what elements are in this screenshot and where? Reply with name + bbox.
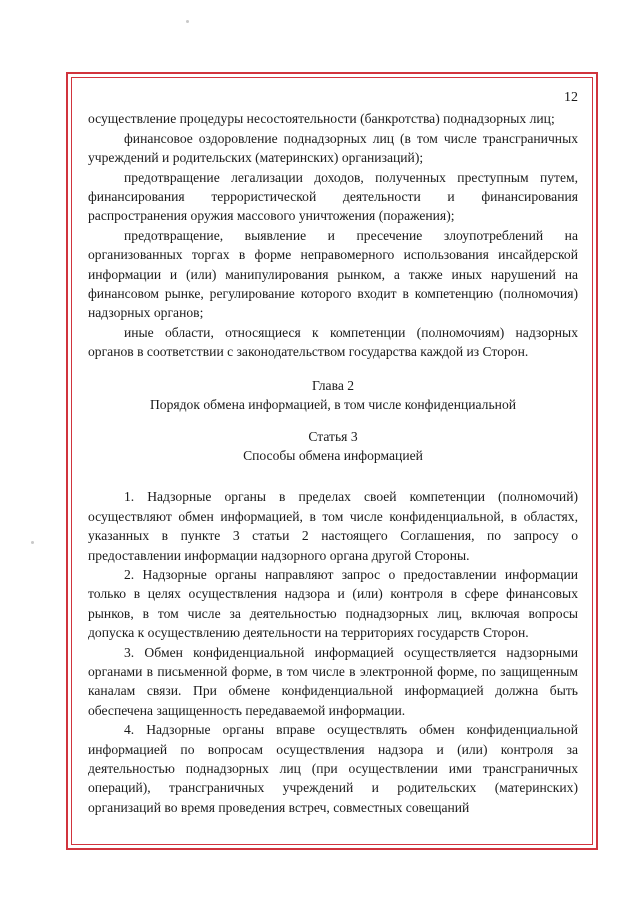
document-body (88, 88, 578, 817)
article-title: Способы обмена информацией (243, 447, 423, 463)
scan-speck (31, 541, 34, 544)
chapter-number: Глава 2 (311, 377, 355, 393)
paragraph: осуществление процедуры несостоятельности (банкротства) поднадзорных лиц; (88, 111, 555, 127)
scan-speck (186, 20, 189, 23)
paragraph: иные области, относящиеся к компетенции (полномочиям) надзорных органов в соответствии с законодательством государства каждой из Сторон. (88, 324, 578, 360)
paragraph: 4. Надзорные органы вправе осуществлять обмен конфиденциальной информацией по вопросам осуществления надзора и (или) контроля за деятельностью поднадзорных лиц (при осуществлении ими трансграничных операций), трансграничных учреждений и родительских (материнских) организаций во время проведения встреч, совместных совещаний (88, 722, 578, 815)
page-number: 12 (564, 90, 578, 105)
paragraph: предотвращение легализации доходов, полученных преступным путем, финансирования террористической деятельности и финансирования распространения оружия массового уничтожения (поражения); (88, 169, 578, 224)
paragraph: 1. Надзорные органы в пределах своей компетенции (полномочий) осуществляют обмен информацией, в том числе конфиденциальной, в областях, указанных в пункте 3 статьи 2 настоящего Соглашения, по запросу о предоставлении информации надзорного органа другой Стороны. (88, 489, 578, 563)
chapter-title: Порядок обмена информацией, в том числе конфиденциальной (149, 397, 517, 413)
article-number: Статья 3 (308, 428, 358, 444)
paragraph: 3. Обмен конфиденциальной информацией осуществляется надзорными органами в письменной форме, в том числе в электронной форме, по защищенным каналам связи. При обмене конфиденциальной информацией должна быть обеспечена защищенность передаваемой информации. (88, 644, 578, 718)
paragraph: предотвращение, выявление и пресечение злоупотреблений на организованных торгах в форме неправомерного использования инсайдерской информации и (или) манипулирования рынком, а также иных нарушений на финансовом рынке, регулирование которого входит в компетенцию (полномочия) надзорных органов; (88, 227, 578, 321)
paragraph: финансовое оздоровление поднадзорных лиц (в том числе трансграничных учреждений и родительских (материнских) организаций); (88, 130, 578, 166)
paragraph: 2. Надзорные органы направляют запрос о предоставлении информации только в целях осуществления надзора и (или) контроля в сфере финансовых рынков, в том числе за деятельностью поднадзорных лиц, включая вопросы допуска к осуществлению деятельности на территориях государств Сторон. (88, 566, 578, 641)
